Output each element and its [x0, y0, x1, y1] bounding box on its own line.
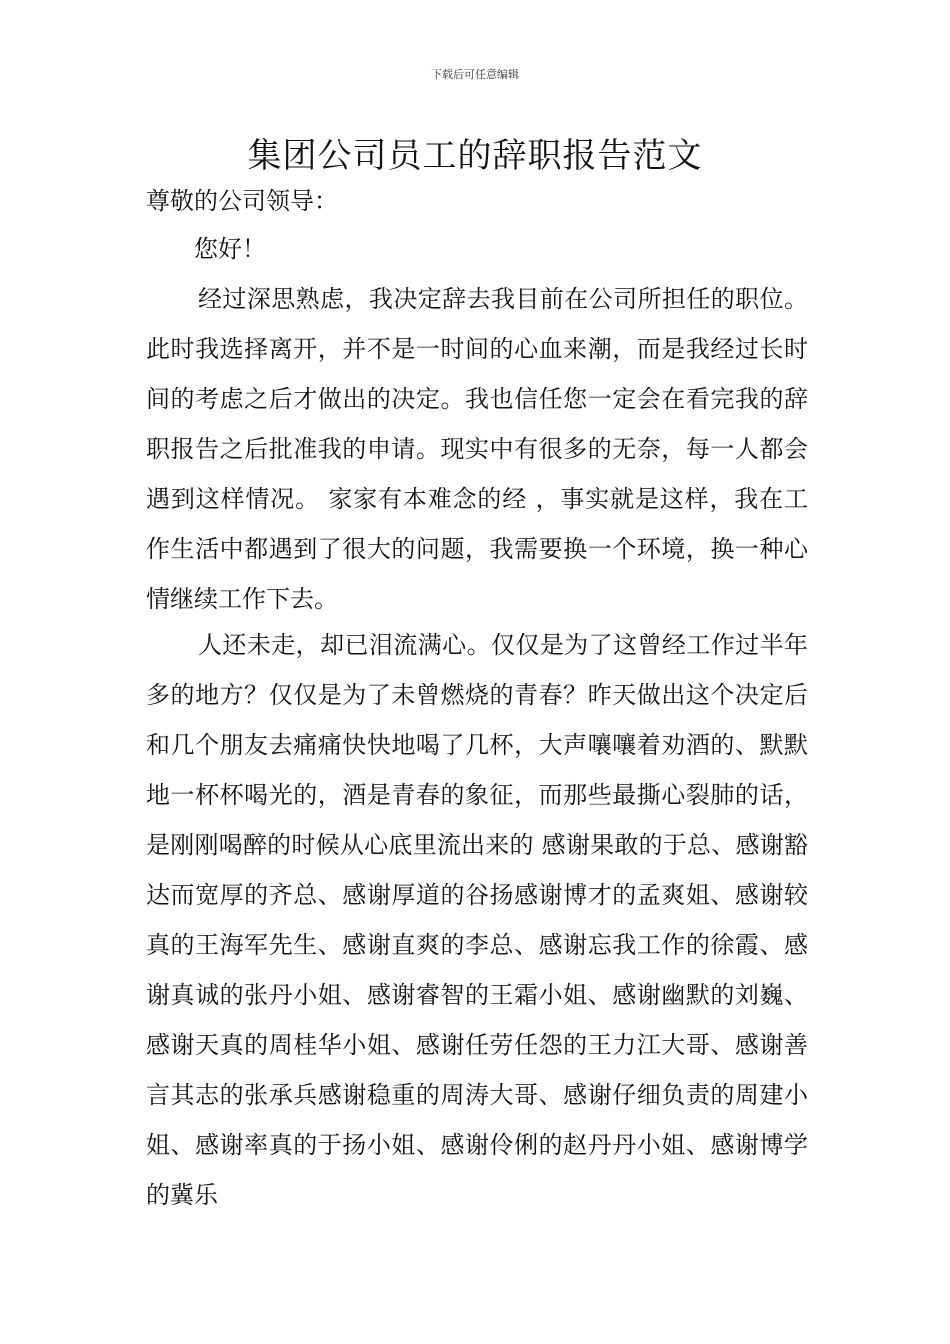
- document-title: 集团公司员工的辞职报告范文: [247, 136, 703, 176]
- page-header-note: 下载后可任意编辑: [431, 68, 519, 81]
- salutation: 尊敬的公司领导：: [146, 187, 338, 215]
- greeting: 您好！: [194, 235, 266, 263]
- paragraph-2: 人还未走，却已泪流满心。仅仅是为了这曾经工作过半年多的地方？仅仅是为了未曾燃烧的青春？昨天做出这个决定后和几个朋友去痛痛快快地喝了几杯，大声嚷嚷着劝酒的、默默地一杯杯喝光的，酒是青春的象征，而那些最撕心裂肺的话，是刚刚喝醉的时候从心底里流出来的 感谢果敢的于总、感谢豁达而宽厚的齐总、感谢厚道的谷扬感谢博才的孟爽姐、感谢较真的王海军先生、感谢直爽的李总、感谢忘我工作的徐霞、感谢真诚的张丹小姐、感谢睿智的王霜小姐、感谢幽默的刘巍、感谢天真的周桂华小姐、感谢任劳任怨的王力江大哥、感谢善言其志的张承兵感谢稳重的周涛大哥、感谢仔细负责的周建小姐、感谢率真的于扬小姐、感谢伶俐的赵丹丹小姐、感谢博学的冀乐: [146, 631, 808, 1209]
- paragraph-1: 经过深思熟虑，我决定辞去我目前在公司所担任的职位。此时我选择离开，并不是一时间的心血来潮，而是我经过长时间的考虑之后才做出的决定。我也信任您一定会在看完我的辞职报告之后批准我的申请。现实中有很多的无奈，每一人都会遇到这样情况。 家家有本难念的经 ，事实就是这样，我在工作生活中都遇到了很大的问题，我需要换一个环境，换一种心情继续工作下去。: [146, 285, 808, 613]
